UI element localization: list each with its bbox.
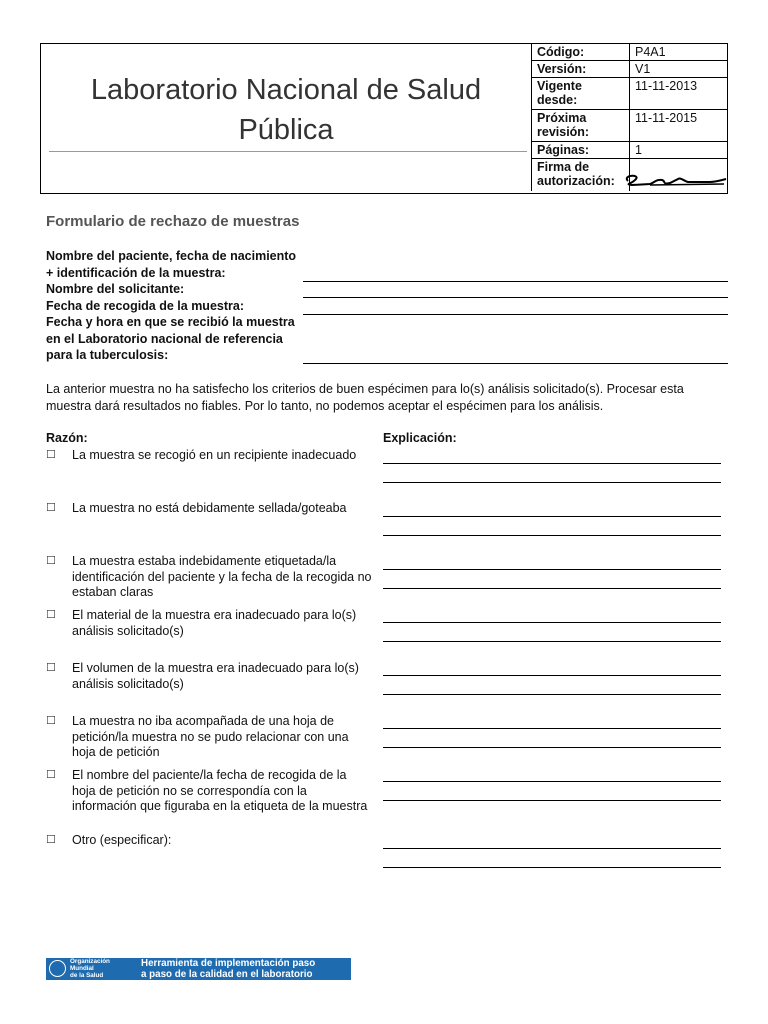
lab-title: Laboratorio Nacional de Salud Pública (90, 74, 482, 146)
effective-date-value: 11-11-2013 (630, 78, 728, 110)
explanation-line[interactable] (383, 482, 721, 483)
requester-name-field[interactable] (303, 297, 728, 298)
patient-name-label: Nombre del paciente, fecha de nacimiento + identificación de la muestra: (46, 249, 297, 280)
reason-label: El volumen de la muestra era inadecuado para lo(s) análisis solicitado(s) (72, 661, 359, 691)
collection-date-field[interactable] (303, 314, 728, 315)
explanation-line[interactable] (383, 694, 721, 695)
explanation-line[interactable] (383, 535, 721, 536)
pages-value: 1 (630, 142, 728, 159)
rejection-statement: La anterior muestra no ha satisfecho los criterios de buen espécimen para lo(s) análisis solicitado(s). Procesar esta muestra dará resultados no fiables. Por lo tanto, no podemos aceptar el espécimen para los análisis. (46, 382, 684, 413)
reason-label: La muestra no está debidamente sellada/goteaba (72, 501, 347, 515)
code-value: P4A1 (630, 44, 728, 61)
reason-label: El nombre del paciente/la fecha de recogida de la hoja de petición no se correspondía con la información que figuraba en la etiqueta de la muestra (72, 768, 368, 814)
reason-header: Razón: (46, 431, 88, 445)
received-datetime-label: Fecha y hora en que se recibió la muestra en el Laboratorio nacional de referencia para la tuberculosis: (46, 315, 295, 362)
form-title: Formulario de rechazo de muestras (46, 213, 300, 230)
explanation-line[interactable] (383, 588, 721, 589)
checkbox-icon[interactable]: ☐ (46, 609, 56, 621)
collection-date-label: Fecha de recogida de la muestra: (46, 298, 244, 313)
pages-label: Páginas: (532, 142, 630, 159)
explanation-line[interactable] (383, 848, 721, 849)
explanation-line[interactable] (383, 867, 721, 868)
explanation-line[interactable] (383, 781, 721, 782)
explanation-header: Explicación: (383, 431, 457, 445)
checkbox-icon[interactable]: ☐ (46, 715, 56, 727)
checkbox-icon[interactable]: ☐ (46, 662, 56, 674)
code-label: Código: (532, 44, 630, 61)
explanation-line[interactable] (383, 728, 721, 729)
reason-label: La muestra se recogió en un recipiente inadecuado (72, 448, 357, 462)
explanation-line[interactable] (383, 747, 721, 748)
explanation-line[interactable] (383, 641, 721, 642)
effective-date-label: Vigente desde: (532, 78, 630, 110)
checkbox-icon[interactable]: ☐ (46, 449, 56, 461)
explanation-line[interactable] (383, 516, 721, 517)
footer-banner (46, 958, 351, 980)
next-review-label: Próxima revisión: (532, 110, 630, 142)
next-review-value: 11-11-2015 (630, 110, 728, 142)
reason-label: La muestra no iba acompañada de una hoja de petición/la muestra no se pudo relacionar con una hoja de petición (72, 714, 349, 760)
reason-label: El material de la muestra era inadecuado para lo(s) análisis solicitado(s) (72, 608, 357, 638)
explanation-line[interactable] (383, 463, 721, 464)
explanation-line[interactable] (383, 622, 721, 623)
version-label: Versión: (532, 61, 630, 78)
checkbox-icon[interactable]: ☐ (46, 502, 56, 514)
patient-name-field[interactable] (303, 281, 728, 282)
checkbox-icon[interactable]: ☐ (46, 555, 56, 567)
checkbox-icon[interactable]: ☐ (46, 834, 56, 846)
tool-name: Herramienta de implementación paso a paso de la calidad en el laboratorio (141, 958, 316, 980)
reason-label: Otro (especificar): (72, 833, 172, 847)
title-divider (49, 151, 527, 152)
requester-name-label: Nombre del solicitante: (46, 282, 185, 296)
authorization-signature-label: Firma de autorización: (532, 159, 630, 191)
who-name: Organización Mundial de la Salud (70, 958, 110, 979)
reason-label: La muestra estaba indebidamente etiquetada/la identificación del paciente y la fecha de la recogida no estaban claras (72, 554, 372, 600)
received-datetime-field[interactable] (303, 363, 728, 364)
explanation-line[interactable] (383, 569, 721, 570)
who-emblem-icon (49, 960, 66, 977)
checkbox-icon[interactable]: ☐ (46, 769, 56, 781)
version-value: V1 (630, 61, 728, 78)
request-fields (46, 248, 302, 364)
explanation-line[interactable] (383, 675, 721, 676)
explanation-line[interactable] (383, 800, 721, 801)
signature-icon (592, 169, 728, 193)
